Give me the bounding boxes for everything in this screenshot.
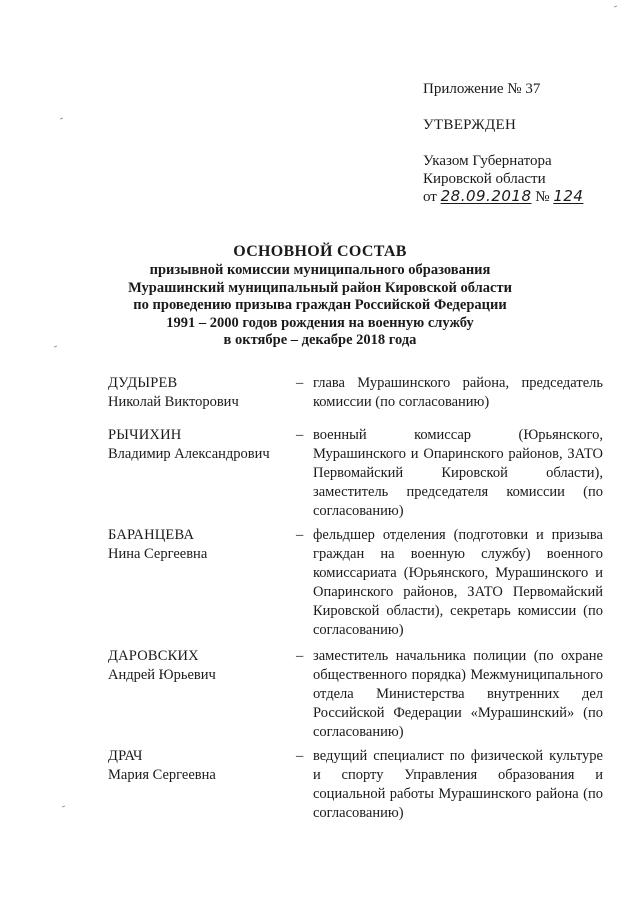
member-name bbox=[108, 526, 288, 564]
scan-speck bbox=[614, 6, 617, 8]
member-name bbox=[108, 374, 288, 412]
dash: – bbox=[296, 375, 304, 391]
member-name bbox=[108, 747, 288, 785]
decree-line-1: Указом Губернатора bbox=[423, 153, 552, 169]
member-given-name: Нина Сергеевна bbox=[108, 546, 208, 562]
scan-speck bbox=[62, 806, 65, 808]
member-given-name: Владимир Александрович bbox=[108, 446, 270, 462]
handwritten-date: 28.09.2018 bbox=[440, 187, 532, 205]
dash: – bbox=[296, 648, 304, 664]
decree-line-2: Кировской области bbox=[423, 171, 546, 187]
appendix-label: Приложение № 37 bbox=[423, 81, 541, 97]
document-title bbox=[60, 242, 580, 350]
member-given-name: Николай Викторович bbox=[108, 394, 239, 410]
number-prefix: № bbox=[535, 189, 550, 205]
decree-date-line bbox=[423, 187, 583, 206]
title-line: призывной комиссии муниципального образования bbox=[149, 262, 491, 278]
member-surname: ДРАЧ bbox=[108, 748, 143, 764]
member-surname: БАРАНЦЕВА bbox=[108, 527, 195, 543]
member-name bbox=[108, 647, 288, 685]
date-prefix: от bbox=[423, 189, 437, 205]
member-role: фельдшер отделения (подготовки и призыва граждан на военную службу) военного комиссариата (Юрьянского, Мурашинского и Опаринского районов, ЗАТО Первомайский Кировской области), секретарь комиссии (по согласованию) bbox=[313, 527, 603, 638]
title-line: в октябре – декабре 2018 года bbox=[223, 332, 417, 348]
member-name bbox=[108, 426, 288, 464]
member-role: военный комиссар (Юрьянского, Мурашинского и Опаринского районов, ЗАТО Первомайский Кировской области), заместитель председателя комиссии (по согласованию) bbox=[313, 427, 603, 519]
title-line: по проведению призыва граждан Российской Федерации bbox=[133, 297, 507, 313]
member-given-name: Андрей Юрьевич bbox=[108, 667, 216, 683]
scan-speck bbox=[54, 346, 57, 348]
title-main: ОСНОВНОЙ СОСТАВ bbox=[233, 243, 407, 260]
dash: – bbox=[296, 748, 304, 764]
title-line: Мурашинский муниципальный район Кировской области bbox=[128, 279, 512, 296]
dash: – bbox=[296, 427, 304, 443]
member-surname: РЫЧИХИН bbox=[108, 427, 182, 443]
title-line: 1991 – 2000 годов рождения на военную службу bbox=[166, 314, 474, 331]
member-role: глава Мурашинского района, председатель комиссии (по согласованию) bbox=[313, 375, 603, 410]
member-surname: ДАРОВСКИХ bbox=[108, 648, 199, 664]
member-role: ведущий специалист по физической культуре и спорту Управления образования и социальной работы Мурашинского района (по согласованию) bbox=[313, 748, 603, 821]
member-role: заместитель начальника полиции (по охране общественного порядка) Межмуниципального отдела Министерства внутренних дел Российской Федерации «Мурашинский» (по согласованию) bbox=[313, 648, 603, 740]
member-surname: ДУДЫРЕВ bbox=[108, 375, 178, 391]
scan-speck bbox=[60, 118, 63, 120]
dash: – bbox=[296, 527, 304, 543]
handwritten-number: 124 bbox=[553, 187, 584, 205]
member-given-name: Мария Сергеевна bbox=[108, 767, 216, 783]
approved-label: УТВЕРЖДЕН bbox=[423, 117, 517, 133]
